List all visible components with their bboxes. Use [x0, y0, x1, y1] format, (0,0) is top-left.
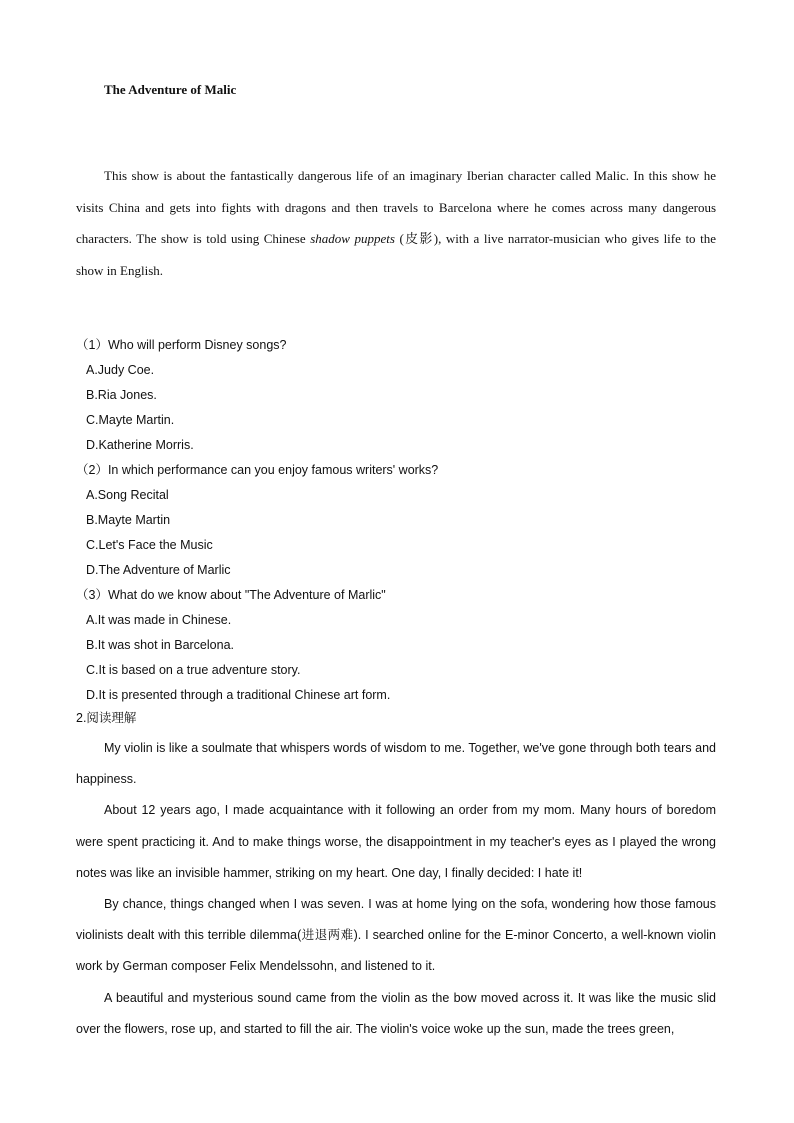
passage-italic-term: shadow puppets [310, 231, 395, 246]
question-option: D.The Adventure of Marlic [86, 563, 231, 577]
question-option: D.It is presented through a traditional Chinese art form. [86, 688, 391, 702]
story-paragraph: A beautiful and mysterious sound came from the violin as the bow moved across it. It was like the music slid over the flowers, rose up, and started to fill the air. The violin's voice woke up the sun, made the trees green, [76, 990, 716, 1036]
question-list [76, 333, 736, 708]
question-option: A.Judy Coe. [86, 363, 155, 377]
passage-title: The Adventure of Malic [104, 82, 237, 97]
section-heading: 2.阅读理解 [76, 711, 137, 725]
question-stem: （1）Who will perform Disney songs? [76, 338, 287, 352]
question-option: B.Ria Jones. [86, 388, 157, 402]
passage-paragraph [76, 160, 716, 286]
story-paragraph: My violin is like a soulmate that whispers words of wisdom to me. Together, we've gone through both tears and happiness. [76, 741, 716, 787]
question-stem: （2）In which performance can you enjoy famous writers' works? [76, 463, 439, 477]
question-option: B.It was shot in Barcelona. [86, 638, 234, 652]
question-stem: （3）What do we know about "The Adventure of Marlic" [76, 588, 386, 602]
question-option: B.Mayte Martin [86, 513, 171, 527]
question-option: C.It is based on a true adventure story. [86, 663, 301, 677]
passage-text-before: This show is about the fantastically dangerous life of an imaginary Iberian character called Malic. In this show he visits China and gets into fights with dragons and then travels to Barcelona where he comes across many dangerous characters. The show is told using Chinese [76, 168, 716, 246]
question-option: D.Katherine Morris. [86, 438, 194, 452]
story-paragraph: About 12 years ago, I made acquaintance with it following an order from my mom. Many hours of boredom were spent practicing it. And to make things worse, the disappointment in my teacher's eyes as I played the wrong notes was like an invisible hammer, striking on my heart. One day, I finally decided: I hate it! [76, 803, 716, 880]
passage-text-after: (皮影), with a live narrator-musician who gives life to the show in English. [76, 231, 716, 278]
reading-passage [76, 733, 716, 1045]
question-option: A.It was made in Chinese. [86, 613, 232, 627]
question-option: C.Let's Face the Music [86, 538, 213, 552]
question-option: A.Song Recital [86, 488, 169, 502]
story-paragraph: By chance, things changed when I was seven. I was at home lying on the sofa, wondering how those famous violinists dealt with this terrible dilemma(进退两难). I searched online for the E-minor Concerto, a well-known violin work by German composer Felix Mendelssohn, and listened to it. [76, 897, 716, 974]
question-option: C.Mayte Martin. [86, 413, 175, 427]
